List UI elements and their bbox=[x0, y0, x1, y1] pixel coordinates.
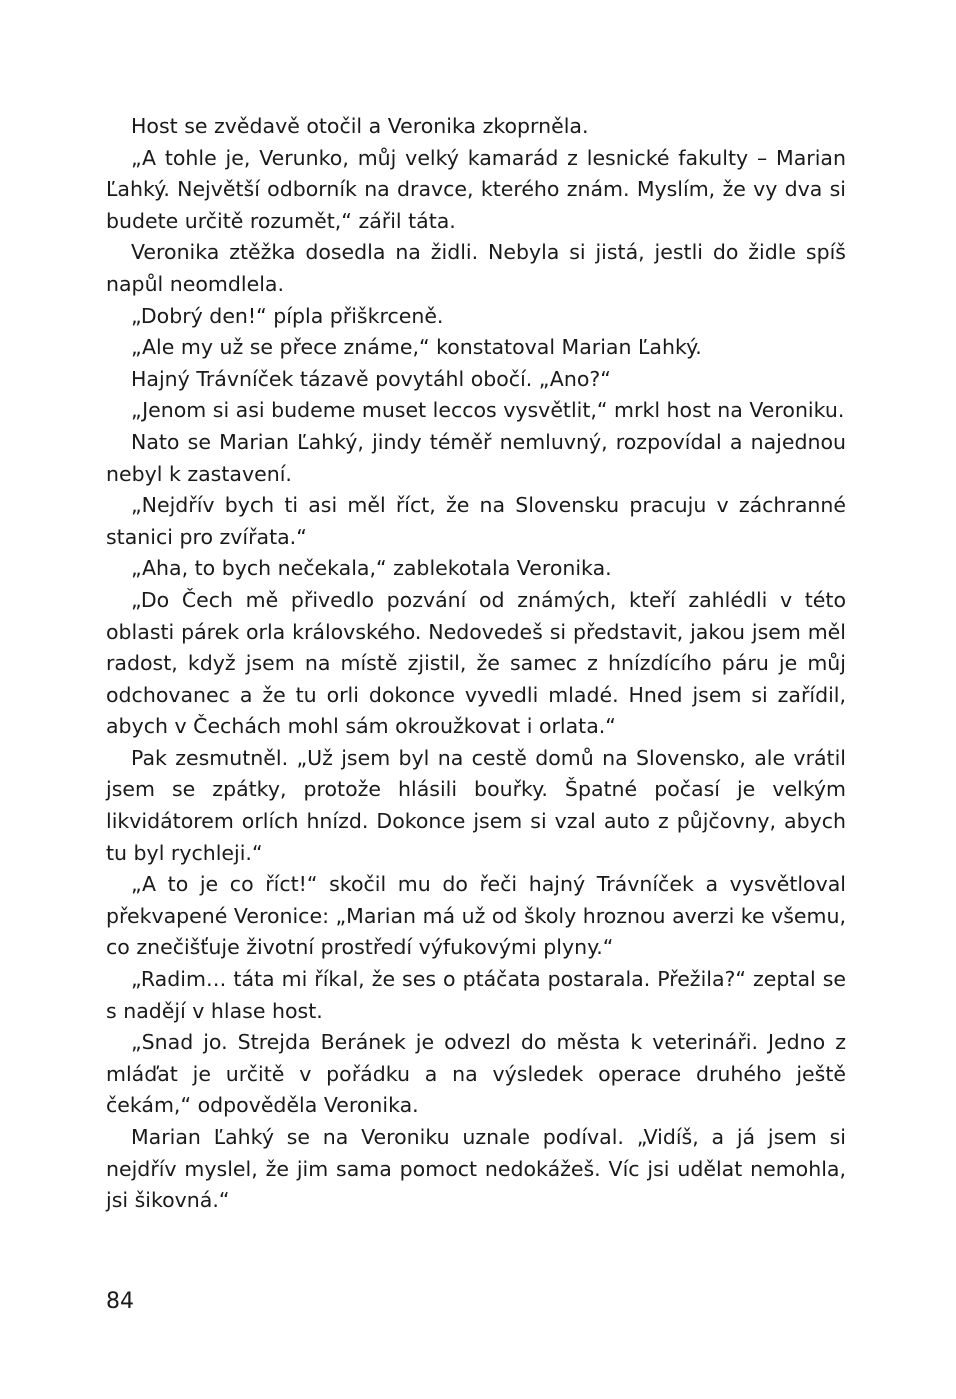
paragraph: Hajný Trávníček tázavě povytáhl obočí. „Ano?“ bbox=[131, 366, 611, 391]
paragraph: „Jenom si asi budeme muset leccos vysvětlit,“ mrkl host na Veroniku. bbox=[131, 398, 845, 423]
paragraph: „Do Čech mě přivedlo pozvání od známých, kteří zahlédli v této oblasti párek orla královského. Nedovedeš si představit, jakou jsem měl radost, když jsem na místě zjistil, že samec z hnízdícího páru je můj odchovanec a že tu orli dokonce vyvedli mladé. Hned jsem si zařídil, abych v Čechách mohl sám okroužkovat i orlata.“ bbox=[106, 587, 846, 739]
paragraph: „Nejdřív bych ti asi měl říct, že na Slovensku pracuju v záchranné stanici pro zvířata.“ bbox=[106, 493, 846, 549]
paragraph: „Dobrý den!“ pípla přiškrceně. bbox=[131, 303, 444, 328]
paragraph: „Radim… táta mi říkal, že ses o ptáčata postarala. Přežila?“ zeptal se s nadějí v hlase host. bbox=[106, 967, 846, 1023]
paragraph: „Aha, to bych nečekala,“ zablekotala Veronika. bbox=[131, 556, 612, 581]
paragraph: Nato se Marian Ľahký, jindy téměř nemluvný, rozpovídal a najednou nebyl k zastavení. bbox=[106, 429, 846, 486]
paragraph: Pak zesmutněl. „Už jsem byl na cestě domů na Slovensko, ale vrátil jsem se zpátky, protože hlásili bouřky. Špatné počasí je velkým likvidátorem orlích hnízd. Dokonce jsem si vzal auto z půjčovny, abych tu byl rychleji.“ bbox=[106, 745, 846, 865]
paragraph: Host se zvědavě otočil a Veronika zkoprněla. bbox=[131, 114, 589, 138]
paragraph: „Ale my už se přece známe,“ konstatoval Marian Ľahký. bbox=[131, 335, 702, 360]
body-text bbox=[106, 111, 846, 1217]
paragraph: Marian Ľahký se na Veroniku uznale podíval. „Vidíš, a já jsem si nejdřív myslel, že jim sama pomoct nedokážeš. Víc jsi udělat nemohla, jsi šikovná.“ bbox=[106, 1125, 846, 1213]
paragraph: „A to je co říct!“ skočil mu do řeči hajný Trávníček a vysvětloval překvapené Veronice: „Marian má už od školy hroznou averzi ke všemu, co znečišťuje životní prostředí výfukovými plyny.“ bbox=[106, 872, 846, 960]
page-number: 84 bbox=[106, 1289, 134, 1314]
paragraph: „Snad jo. Strejda Beránek je odvezl do města k veterináři. Jedno z mláďat je určitě v pořádku a na výsledek operace druhého ještě čekám,“ odpověděla Veronika. bbox=[106, 1030, 846, 1118]
paragraph: „A tohle je, Verunko, můj velký kamarád z lesnické fakulty – Marian Ľahký. Největší odborník na dravce, kterého znám. Myslím, že vy dva si budete určitě rozumět,“ zářil táta. bbox=[106, 145, 846, 233]
paragraph: Veronika ztěžka dosedla na židli. Nebyla si jistá, jestli do židle spíš napůl neomdlela. bbox=[106, 240, 846, 296]
